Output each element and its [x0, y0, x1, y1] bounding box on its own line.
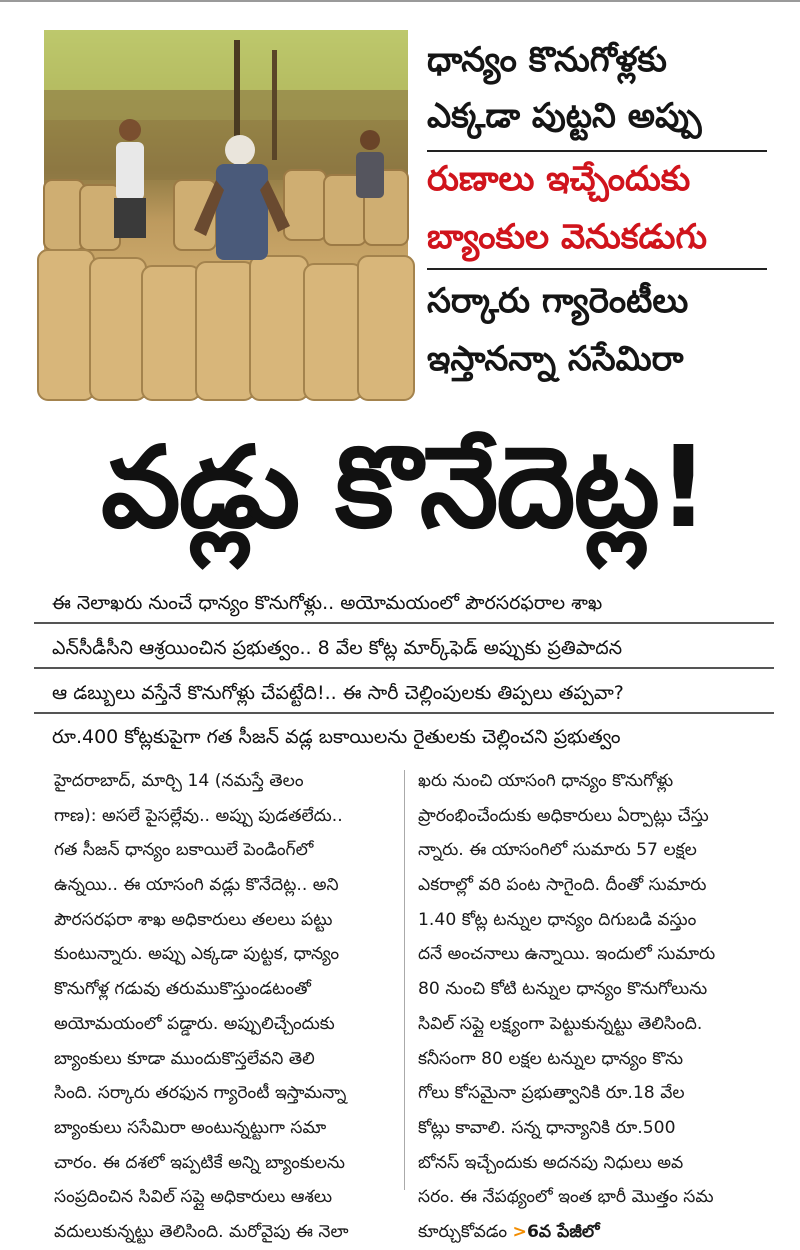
- chevron-right-icon: >: [512, 1221, 527, 1242]
- body-line: ఎకరాల్లో వరి పంట సాగైంది. దీంతో సుమారు: [418, 875, 707, 896]
- body-line: 80 నుంచి కోటి టన్నుల ధాన్యం కొనుగోలును: [418, 979, 708, 1000]
- deck-line-4: బ్యాంకుల వెనుకడుగు: [427, 217, 708, 257]
- kicker-3: ఆ డబ్బులు వస్తేనే కొనుగోళ్లు చేపట్టేది!.. ఈ సారీ చెల్లింపులకు తిప్పలు తప్పవా?: [34, 672, 774, 714]
- kicker-4: రూ.400 కోట్లకుపైగా గత సీజన్ వడ్ల బకాయిలను రైతులకు చెల్లించని ప్రభుత్వం: [52, 726, 621, 748]
- body-line: 1.40 కోట్ల టన్నుల ధాన్యం దిగుబడి వస్తుం: [418, 909, 697, 930]
- body-line: బ్యాంకులు ససేమిరా అంటున్నట్టుగా సమా: [54, 1117, 327, 1138]
- body-line: సింది. సర్కారు తరఫున గ్యారెంటీ ఇస్తామన్నా: [54, 1083, 347, 1104]
- body-line: చారం. ఈ దశలో ఇప్పటికే అన్ని బ్యాంకులను: [54, 1152, 345, 1173]
- body-line: ఖరు నుంచి యాసంగి ధాన్యం కొనుగోళ్లు: [418, 771, 674, 791]
- deck-line-3: రుణాలు ఇచ్చేందుకు: [427, 159, 691, 199]
- deck-divider-2: [427, 268, 767, 270]
- body-line: గత సీజన్ ధాన్యం బకాయిలే పెండింగ్‌లో: [54, 840, 314, 861]
- deck-line-6: ఇస్తానన్నా ససేమిరా: [427, 339, 684, 379]
- body-line: గాణ): అసలే పైసల్లేవు.. అప్పు పుడతలేదు..: [54, 805, 343, 826]
- body-column-right: [418, 764, 768, 1250]
- body-line: పౌరసరఫరా శాఖ అధికారులు తలలు పట్టు: [54, 909, 333, 930]
- body-line: కనీసంగా 80 లక్షల టన్నుల ధాన్యం కొను: [418, 1048, 684, 1069]
- body-line-with-jump: [418, 1215, 768, 1250]
- body-line: ఉన్నయి.. ఈ యాసంగి వడ్లు కొనేదెట్ల.. అని: [54, 875, 339, 896]
- body-line: కొనుగోళ్ల గడువు తరుముకొస్తుండటంతో: [54, 979, 311, 1000]
- body-line: సరం. ఈ నేపథ్యంలో ఇంత భారీ మొత్తం సమ: [418, 1187, 714, 1208]
- kicker-2: ఎన్‌సీడీసీని ఆశ్రయించిన ప్రభుత్వం.. 8 వేల కోట్ల మార్క్‌ఫెడ్ అప్పుకు ప్రతిపాదన: [34, 627, 774, 669]
- body-line: హైదరాబాద్, మార్చి 14 (నమస్తే తెలం: [54, 771, 304, 791]
- body-line: కూర్చుకోవడం: [418, 1221, 508, 1242]
- deck-line-2: ఎక్కడా పుట్టని అప్పు: [427, 96, 702, 136]
- body-line: అయోమయంలో పడ్డారు. అప్పులిచ్చేందుకు: [54, 1013, 335, 1034]
- body-line: కుంటున్నారు. అప్పు ఎక్కడా పుట్టక, ధాన్యం: [54, 944, 340, 965]
- body-line: కోట్లు కావాలి. సన్న ధాన్యానికి రూ.500: [418, 1117, 676, 1138]
- body-line: సంప్రదించిన సివిల్ సప్లై అధికారులు ఆశలు: [54, 1187, 333, 1208]
- kicker-1: ఈ నెలాఖరు నుంచే ధాన్యం కొనుగోళ్లు.. అయోమయంలో పౌరసరఫరాల శాఖ: [34, 582, 774, 624]
- deck-line-5: సర్కారు గ్యారెంటీలు: [427, 281, 689, 321]
- column-divider: [404, 770, 405, 1190]
- paddy-bags-photo: [44, 30, 408, 398]
- body-line: బ్యాంకులు కూడా ముందుకొస్తలేవని తెలి: [54, 1048, 315, 1069]
- body-line: దనే అంచనాలు ఉన్నాయి. ఇందులో సుమారు: [418, 944, 716, 965]
- body-line: ప్రారంభించేందుకు అధికారులు ఏర్పాట్లు చేస్తు: [418, 805, 709, 826]
- main-headline: వడ్లు కొనేదెట్ల!: [101, 423, 707, 553]
- body-line: సివిల్ సప్లై లక్ష్యంగా పెట్టుకున్నట్టు తెలిసింది.: [418, 1013, 703, 1034]
- continued-on-page-link[interactable]: 6వ పేజీలో: [526, 1221, 600, 1242]
- body-line: గోలు కోసమైనా ప్రభుత్వానికి రూ.18 వేల: [418, 1083, 685, 1104]
- deck-line-1: ధాన్యం కొనుగోళ్లకు: [427, 40, 667, 80]
- body-line: వదులుకున్నట్టు తెలిసింది. మరోవైపు ఈ నెలా: [54, 1221, 349, 1242]
- paddy-bags-illustration: [44, 30, 408, 398]
- body-line: బోనస్ ఇచ్చేందుకు అదనపు నిధులు అవ: [418, 1152, 684, 1173]
- body-column-left: [54, 764, 404, 1250]
- body-line: న్నారు. ఈ యాసంగిలో సుమారు 57 లక్షల: [418, 840, 697, 861]
- top-rule: [0, 0, 800, 2]
